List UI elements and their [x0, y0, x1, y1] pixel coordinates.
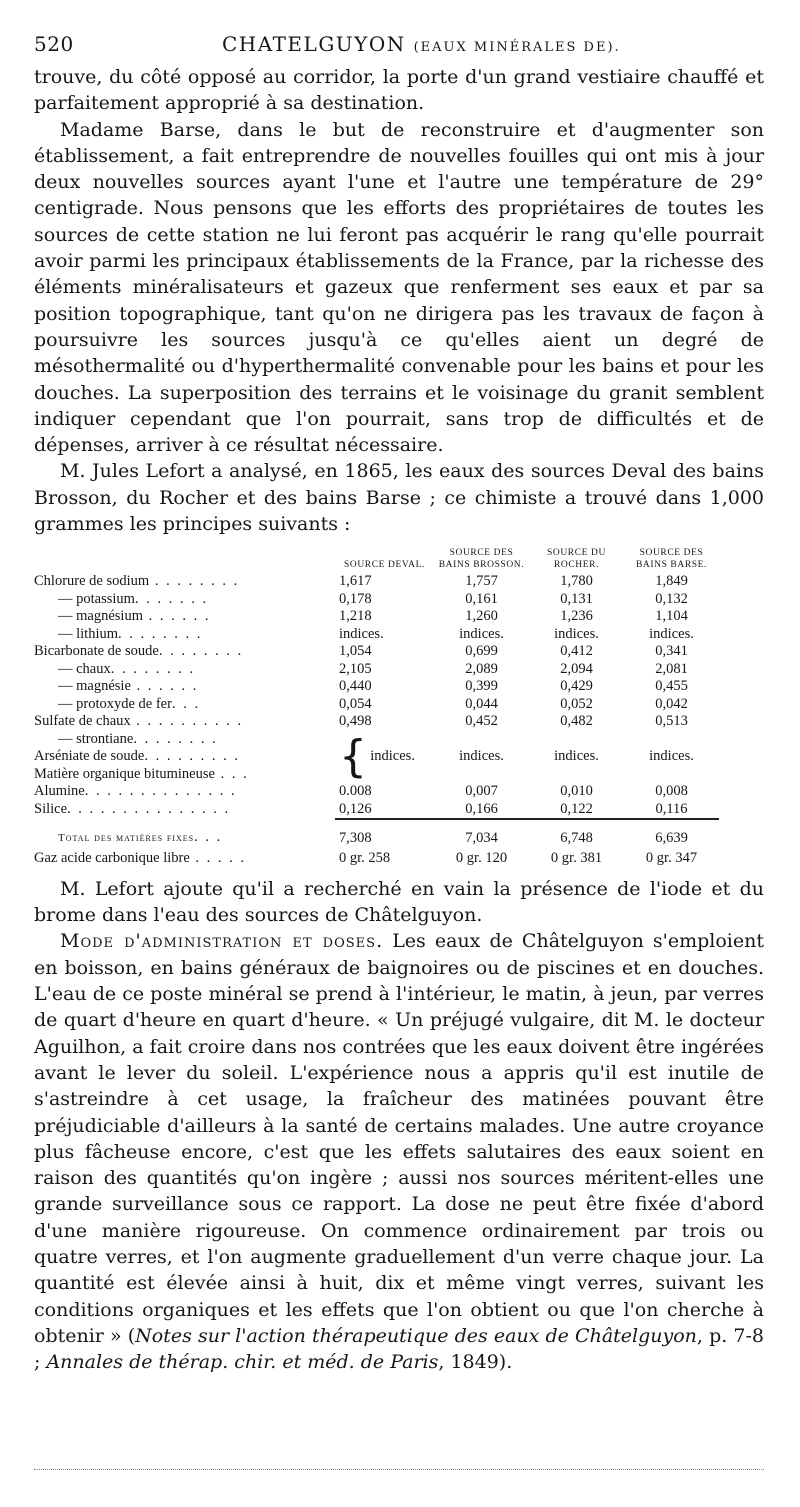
cell-brosson: 1,260 [465, 608, 498, 625]
cell-rocher: 1,780 [560, 573, 593, 590]
total-barse: 6,639 [624, 819, 719, 850]
cell-rocher: indices. [554, 625, 599, 642]
table-gas-row: Gaz acide carbonique libre . . . . . 0 gr. 258 0 gr. 120 0 gr. 381 0 gr. 347 [34, 850, 719, 868]
table-row: Silice. . . . . . . . . . . . . . . 0,126 0,166 0,122 0,116 [34, 801, 719, 820]
header-rocher: SOURCE DU ROCHER. [547, 548, 606, 571]
row-label: — potassium [58, 590, 135, 607]
row-label: Arséniate de soude [34, 748, 145, 765]
table-row-grouped: — strontiane. . . . . . . . { indices. indices. indices. indices. [34, 731, 719, 749]
cell-deval: 0,126 [339, 800, 372, 817]
cell-deval: indices. [339, 625, 384, 642]
total-rocher: 6,748 [529, 819, 624, 850]
cell-brosson: 0,399 [465, 678, 498, 695]
row-label: — strontiane [58, 730, 134, 747]
cell-brosson: 0,161 [465, 590, 498, 607]
cell-deval: 2,105 [339, 660, 372, 677]
cell-brosson: 0,166 [465, 800, 498, 817]
paragraph-5-body: Les eaux de Châtelguyon s'emploient en boisson, en bains généraux de baignoires ou de piscines et en douches. L'eau de ce poste minéral se prend à l'intérieur, le matin, à jeun, par verres de quart d'heure en quart d'heure. « Un préjugé vulgaire, dit M. le docteur Aguilhon, a fait croire dans nos contrées que les eaux doivent être ingérées avant le lever du soleil. L'expérience nous a appris qu'il est inutile de s'astreindre à cet usage, la fraîcheur des matinées pouvant être préjudiciable d'ailleurs à la santé de certains malades. Une autre croyance plus fâcheuse encore, c'est que les effets salutaires des eaux soient en raison des quantités qu'on ingère ; aussi nos sources méritent-elles une grande surveillance sous ce rapport. La dose ne peut être fixée d'abord d'une manière rigoureuse. On commence ordinairement par trois ou quatre verres, et l'on augmente graduellement d'un verre chaque jour. La quantité est élevée ainsi à huit, dix et même vingt verres, suivant les conditions organiques et les effets que l'on obtient ou que l'on cherche à obtenir » [34, 930, 764, 1347]
cell-brosson: 0,699 [465, 643, 498, 660]
table-row: — potassium. . . . . . . 0,178 0,161 0,131 0,132 [34, 591, 719, 609]
header-barse: SOURCE DES BAINS BARSE. [635, 548, 708, 571]
body-text [34, 64, 764, 537]
table-row: Chlorure de sodium . . . . . . . . 1,617 1,757 1,780 1,849 [34, 573, 719, 591]
cell-rocher: indices. [554, 748, 599, 765]
row-label: Alumine [34, 783, 85, 800]
cell-rocher: 0,122 [560, 800, 593, 817]
citation-journal: Annales de thérap. chir. et méd. de Paris [46, 1351, 439, 1374]
table-row: Alumine. . . . . . . . . . . . . . 0.008 0,007 0,010 0,008 [34, 783, 719, 801]
cell-brosson: 1,757 [465, 573, 498, 590]
cell-deval: 1,054 [339, 643, 372, 660]
cell-rocher: 0,429 [560, 678, 593, 695]
citation-title: Notes sur l'action thérapeutique des eaux de Châtelguyon [135, 1324, 697, 1347]
cell-barse: 0,042 [655, 695, 688, 712]
cell-rocher: 2,094 [560, 660, 593, 677]
cell-brosson: indices. [459, 748, 504, 765]
table-row: — magnésium . . . . . . 1,218 1,260 1,236 1,104 [34, 608, 719, 626]
gas-barse: 0 gr. 347 [645, 850, 698, 867]
running-header [34, 30, 764, 64]
cell-brosson: 0,007 [465, 783, 498, 800]
row-label: Matière organique bitumineuse [34, 765, 215, 782]
running-title [222, 32, 621, 56]
cell-brosson: 0,044 [465, 695, 498, 712]
cell-barse: 0,008 [655, 783, 688, 800]
total-brosson: 7,034 [434, 819, 529, 850]
cell-deval: 0,440 [339, 678, 372, 695]
bottom-rule [34, 1469, 764, 1470]
cell-deval: 0.008 [339, 783, 372, 800]
cell-barse: 0,513 [655, 713, 688, 730]
row-label: — lithium [58, 625, 119, 642]
body-text-2 [34, 876, 764, 1376]
running-title-subtitle: (EAUX MINÉRALES DE). [413, 40, 621, 55]
total-label: Total des matières fixes [58, 831, 195, 844]
row-label: — magnésie [58, 678, 131, 695]
cell-rocher: 0,052 [560, 695, 593, 712]
cell-brosson: indices. [459, 625, 504, 642]
cell-rocher: 0,010 [560, 783, 593, 800]
cell-rocher: 0,412 [560, 643, 593, 660]
total-deval: 7,308 [335, 819, 434, 850]
cell-rocher: 1,236 [560, 608, 593, 625]
cell-rocher: 0,482 [560, 713, 593, 730]
paragraph-2: Madame Barse, dans le but de reconstruire et d'augmenter son établissement, a fait entreprendre de nouvelles fouilles qui ont mis à jour deux nouvelles sources ayant l'une et l'autre une température de 29° centigrade. Nous pensons que les efforts des propriétaires de toutes les sources de cette station ne lui feront pas acquérir le rang qu'elle pourrait avoir parmi les principaux établissements de la France, par la richesse des éléments minéralisateurs et gazeux que renferment ses eaux et par sa position topographique, tant qu'on ne dirigera pas les travaux de façon à poursuivre les sources jusqu'à ce qu'elles aient un degré de mésothermalité ou d'hyperthermalité convenable pour les bains et pour les douches. La superposition des terrains et le voisinage du granit semblent indiquer cependant que l'on pourrait, sans trop de difficultés et de dépenses, arriver à ce résultat nécessaire. [34, 118, 764, 457]
cell-barse: 0,455 [655, 678, 688, 695]
row-label: — chaux [58, 660, 111, 677]
gas-label: Gaz acide carbonique libre [34, 850, 190, 867]
cell-barse: 0,116 [655, 800, 688, 817]
row-label: Bicarbonate de soude [34, 643, 159, 660]
cell-barse: indices. [649, 748, 694, 765]
gas-rocher: 0 gr. 381 [550, 850, 603, 867]
cell-deval: 1,218 [339, 608, 372, 625]
cell-deval: 0,054 [339, 695, 372, 712]
table-row: — magnésie . . . . . . 0,440 0,399 0,429 0,455 [34, 678, 719, 696]
cell-barse: 0,132 [655, 590, 688, 607]
cell-barse: 0,341 [655, 643, 688, 660]
table-row: Sulfate de chaux . . . . . . . . . . 0,498 0,452 0,482 0,513 [34, 713, 719, 731]
page-number: 520 [34, 32, 74, 56]
cell-barse: 1,104 [655, 608, 688, 625]
cell-brosson: 2,089 [465, 660, 498, 677]
paragraph-1: trouve, du côté opposé au corridor, la porte d'un grand vestiaire chauffé et parfaitement approprié à sa destination. [34, 66, 764, 115]
paragraph-4: M. Lefort ajoute qu'il a recherché en vain la présence de l'iode et du brome dans l'eau des sources de Châtelguyon. [34, 877, 764, 927]
table-row: Bicarbonate de soude. . . . . . . . 1,054 0,699 0,412 0,341 [34, 643, 719, 661]
cell-barse: 2,081 [655, 660, 688, 677]
cell-barse: 1,849 [655, 573, 688, 590]
header-brosson: SOURCE DES BAINS BROSSON. [438, 548, 525, 571]
cell-rocher: 0,131 [560, 590, 593, 607]
row-label: — protoxyde de fer [58, 695, 172, 712]
table-row: — protoxyde de fer. . . 0,054 0,044 0,052 0,042 [34, 696, 719, 714]
section-heading: Mode d'administration et doses. [60, 930, 384, 953]
paragraph-5: Mode d'administration et doses. Les eaux de Châtelguyon s'emploient en boisson, en bains généraux de baignoires ou de piscines et en douches. L'eau de ce poste minéral se prend à l'intérieur, le matin, à jeun, par verres de quart d'heure en quart d'heure. « Un préjugé vulgaire, dit M. le docteur Aguilhon, a fait croire dans nos contrées que les eaux doivent être ingérées avant le lever du soleil. L'expérience nous a appris qu'il est inutile de s'astreindre à cet usage, la fraîcheur des matinées pouvant être préjudiciable d'ailleurs à la santé de certains malades. Une autre croyance plus fâcheuse encore, c'est que les effets salutaires des eaux soient en raison des quantités qu'on ingère ; aussi nos sources méritent-elles une grande surveillance sous ce rapport. La dose ne peut être fixée d'abord d'une manière rigoureuse. On commence ordinairement par trois ou quatre verres, et l'on augmente graduellement d'un verre chaque jour. La quantité est élevée ainsi à huit, dix et même vingt verres, suivant les conditions organiques et les effets que l'on obtient ou que l'on cherche à obtenir » (Notes sur l'action thérapeutique des eaux de Châtelguyon, p. 7-8 ; Annales de thérap. chir. et méd. de Paris, 1849). [34, 930, 764, 1374]
cell-deval: 1,617 [339, 573, 372, 590]
table-header-row [34, 547, 719, 573]
row-label: — magnésium [58, 608, 143, 625]
table-row-grouped: Arséniate de soude. . . . . . . . . [34, 748, 240, 765]
paragraph-3: M. Jules Lefort a analysé, en 1865, les eaux des sources Deval des bains Brosson, du Rocher et des bains Barse ; ce chimiste a trouvé dans 1,000 grammes les principes suivants : [34, 460, 764, 536]
table-row-grouped: Matière organique bitumineuse . . . [34, 765, 249, 782]
row-label: Silice [34, 801, 68, 818]
cell-brosson: 0,452 [465, 713, 498, 730]
table-row: — chaux. . . . . . . . 2,105 2,089 2,094 2,081 [34, 661, 719, 679]
gas-brosson: 0 gr. 120 [455, 850, 508, 867]
cell-deval: 0,498 [339, 713, 372, 730]
analysis-table [34, 547, 764, 868]
gas-deval: 0 gr. 258 [339, 850, 391, 867]
cell-barse: indices. [649, 625, 694, 642]
cell-deval: 0,178 [339, 590, 372, 607]
table-row: — lithium. . . . . . . . indices. indices. indices. indices. [34, 626, 719, 644]
table-total-row: Total des matières fixes. . . 7,308 7,034 6,748 6,639 [34, 819, 719, 850]
header-deval: SOURCE DEVAL. [344, 560, 425, 571]
cell-deval: indices. [370, 748, 415, 765]
row-label: Sulfate de chaux [34, 713, 131, 730]
row-label: Chlorure de sodium [34, 573, 150, 590]
grouped-brace-cell: { indices. [339, 731, 415, 783]
running-title-main: CHATELGUYON [222, 32, 406, 56]
